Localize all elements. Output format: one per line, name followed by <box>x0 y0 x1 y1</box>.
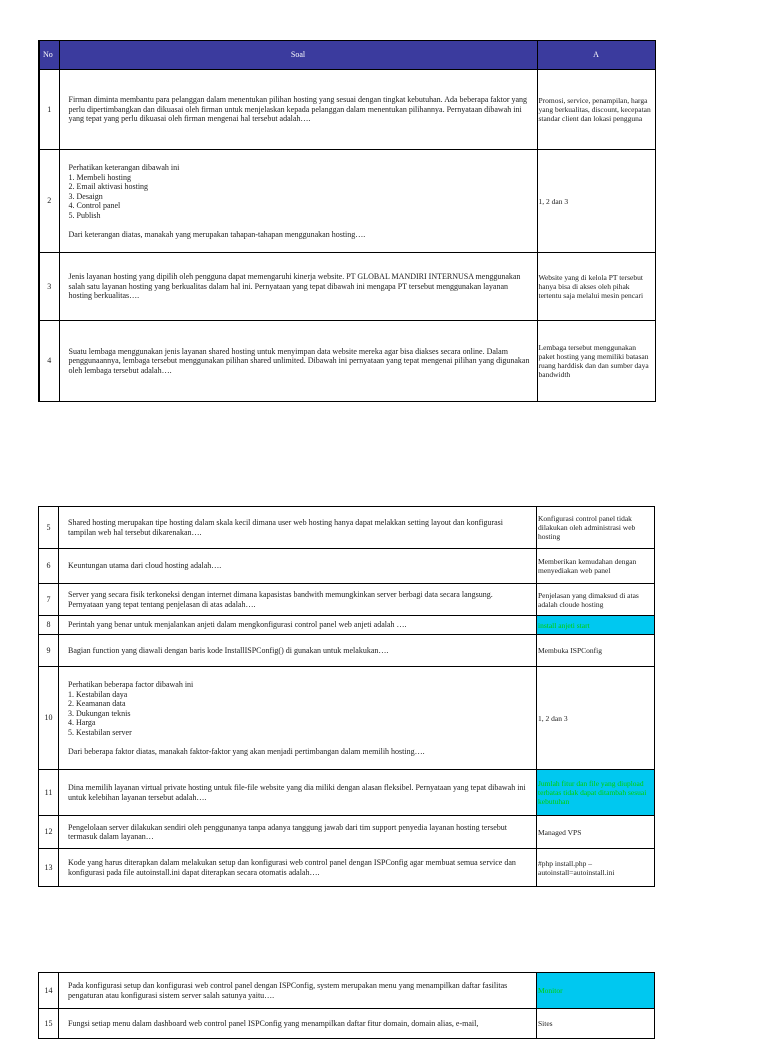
table-row <box>39 584 655 616</box>
question-text: Pengelolaan server dilakukan sendiri oleh penggunanya tanpa adanya tanggung jawab dari tim support penyedia layanan hosting tersebut termasuk dalam layanan… <box>59 816 537 849</box>
answer-text: install anjeti start <box>537 616 655 635</box>
answer-text: Konfigurasi control panel tidak dilakukan oleh administrasi web hosting <box>537 507 655 549</box>
quiz-table-3 <box>38 972 655 1039</box>
row-number: 8 <box>39 616 59 635</box>
table-row <box>39 770 655 816</box>
quiz-table-1 <box>38 40 656 402</box>
question-text: Perhatikan keterangan dibawah ini 1. Membeli hosting 2. Email aktivasi hosting 3. Desaign 4. Control panel 5. Publish Dari keterangan diatas, manakah yang merupakan tahapan-tahapan menggunakan hosting…. <box>59 150 537 253</box>
question-text: Perhatikan beberapa factor dibawah ini 1. Kestabilan daya 2. Keamanan data 3. Dukungan teknis 4. Harga 5. Kestabilan server Dari beberapa faktor diatas, manakah faktor-faktor yang akan menjadi pertimbangan dalam memilih hosting…. <box>59 667 537 770</box>
row-number: 2 <box>39 150 59 253</box>
table-row <box>39 816 655 849</box>
row-number: 7 <box>39 584 59 616</box>
quiz-table-2 <box>38 506 655 887</box>
question-text: Kode yang harus diterapkan dalam melakukan setup dan konfigurasi web control panel dengan ISPConfig agar membuat semua service dan konfigurasi pada file autoinstall.ini dapat diterapkan secara otomatis adalah…. <box>59 849 537 887</box>
table-row <box>39 635 655 667</box>
header-no: No <box>39 41 59 70</box>
table-header <box>39 41 655 70</box>
question-text: Jenis layanan hosting yang dipilih oleh pengguna dapat memengaruhi kinerja website. PT GLOBAL MANDIRI INTERNUSA menggunakan salah satu layanan hosting yang berkualitas dalam hal ini. Pernyataan yang tepat dibawah ini mengapa PT tersebut menggunakan layanan hosting berkualitas…. <box>59 253 537 321</box>
question-text: Dina memilih layanan virtual private hosting untuk file-file website yang dia miliki dengan alasan fleksibel. Pernyataan yang tepat dibawah ini untuk kelebihan layanan tersebut adalah…. <box>59 770 537 816</box>
row-number: 3 <box>39 253 59 321</box>
question-text: Perintah yang benar untuk menjalankan anjeti dalam mengkonfigurasi control panel web anjeti adalah …. <box>59 616 537 635</box>
answer-text: #php install.php –autoinstall=autoinstall.ini <box>537 849 655 887</box>
answer-text: Website yang di kelola PT tersebut hanya bisa di akses oleh pihak tertentu saja melalui mesin pencari <box>537 253 655 321</box>
table-row <box>39 849 655 887</box>
table-row <box>39 150 655 253</box>
row-number: 10 <box>39 667 59 770</box>
question-text: Pada konfigurasi setup dan konfigurasi web control panel dengan ISPConfig, system merupakan menu yang menampilkan daftar fasilitas pengaturan atau konfigurasi sistem server salah satunya yaitu…. <box>59 973 537 1009</box>
header-soal: Soal <box>59 41 537 70</box>
question-text: Fungsi setiap menu dalam dashboard web control panel ISPConfig yang menampilkan daftar fitur domain, domain alias, e-mail, <box>59 1009 537 1039</box>
answer-text: Jumlah fitur dan file yang diupload terbatas tidak dapat ditambah sesuai kebutuhan <box>537 770 655 816</box>
question-text: Bagian function yang diawali dengan baris kode InstallISPConfig() di gunakan untuk melakukan…. <box>59 635 537 667</box>
answer-text: Lembaga tersebut menggunakan paket hosting yang memiliki batasan ruang harddisk dan dan sumber daya bandwidth <box>537 321 655 402</box>
question-text: Suatu lembaga menggunakan jenis layanan shared hosting untuk menyimpan data website mereka agar bisa diakses secara online. Dalam penggunaannya, lembaga tersebut menggunakan pilihan shared unlimited. Dibawah ini pernyataan yang tepat mengenai pilihan yang digunakan oleh lembaga tersebut adalah…. <box>59 321 537 402</box>
row-number: 12 <box>39 816 59 849</box>
question-text: Firman diminta membantu para pelanggan dalam menentukan pilihan hosting yang sesuai dengan tingkat kebutuhan. Ada beberapa faktor yang perlu dipertimbangkan dan dikuasai oleh firman untuk menjelaskan kepada pelanggan dalam menentukan pilihannya. Pernyataan dibawah ini yang tepat yang perlu dikuasai oleh firman mengenai hal tersebut adalah…. <box>59 70 537 150</box>
table-row <box>39 616 655 635</box>
table-row <box>39 321 655 402</box>
row-number: 9 <box>39 635 59 667</box>
question-text: Shared hosting merupakan tipe hosting dalam skala kecil dimana user web hosting hanya dapat melakkan setting layout dan konfigurasi tampilan web hal tersebut dikarenakan…. <box>59 507 537 549</box>
table-row <box>39 70 655 150</box>
table-row <box>39 253 655 321</box>
row-number: 1 <box>39 70 59 150</box>
answer-text: Promosi, service, penampilan, harga yang berkualitas, discount, kecepatan standar client dan lokasi pengguna <box>537 70 655 150</box>
answer-text: Penjelasan yang dimaksud di atas adalah cloude hosting <box>537 584 655 616</box>
table-row <box>39 667 655 770</box>
answer-text: Memberikan kemudahan dengan menyediakan web panel <box>537 549 655 584</box>
row-number: 14 <box>39 973 59 1009</box>
answer-text: 1, 2 dan 3 <box>537 667 655 770</box>
answer-text: Monitor <box>537 973 655 1009</box>
answer-text: Managed VPS <box>537 816 655 849</box>
row-number: 15 <box>39 1009 59 1039</box>
table-row <box>39 507 655 549</box>
table-row <box>39 549 655 584</box>
row-number: 4 <box>39 321 59 402</box>
row-number: 5 <box>39 507 59 549</box>
answer-text: Membuka ISPConfig <box>537 635 655 667</box>
table-row <box>39 973 655 1009</box>
answer-text: 1, 2 dan 3 <box>537 150 655 253</box>
header-a: A <box>537 41 655 70</box>
answer-text: Sites <box>537 1009 655 1039</box>
row-number: 11 <box>39 770 59 816</box>
row-number: 13 <box>39 849 59 887</box>
row-number: 6 <box>39 549 59 584</box>
question-text: Server yang secara fisik terkoneksi dengan internet dimana kapasistas bandwith memungkinkan server berbagi data secara langsung. Pernyataan yang tepat tentang penjelasan di atas adalah…. <box>59 584 537 616</box>
question-text: Keuntungan utama dari cloud hosting adalah…. <box>59 549 537 584</box>
